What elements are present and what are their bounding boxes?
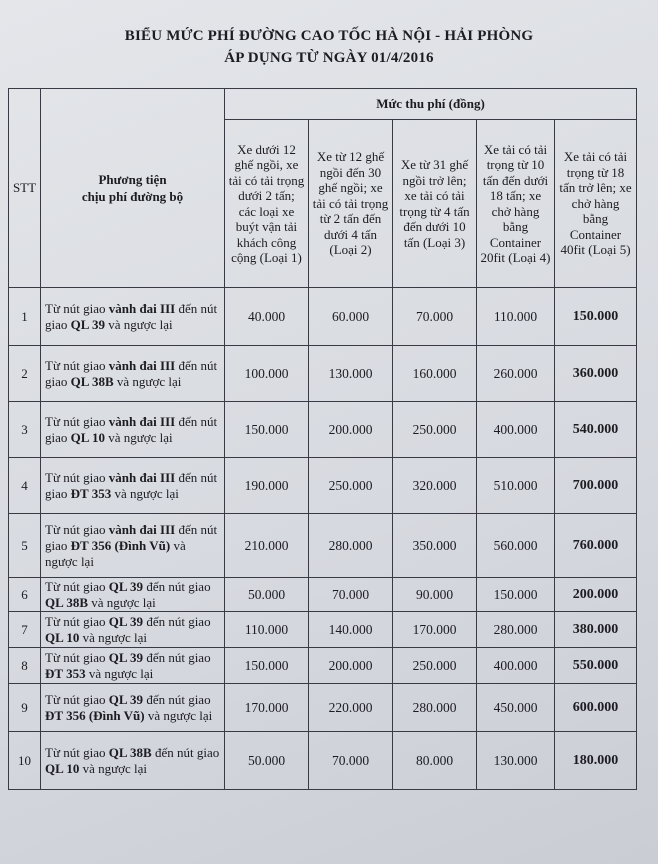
row-stt: 2 bbox=[9, 346, 41, 402]
fee-cell-type-1: 210.000 bbox=[225, 514, 309, 578]
fee-cell-type-4: 450.000 bbox=[477, 684, 555, 732]
fee-cell-type-5: 360.000 bbox=[555, 346, 637, 402]
fee-cell-type-1: 150.000 bbox=[225, 648, 309, 684]
route-text: Từ nút giao bbox=[45, 578, 109, 594]
route-junction: vành đai III bbox=[108, 469, 176, 485]
fee-cell-type-3: 70.000 bbox=[393, 288, 477, 346]
row-route bbox=[41, 578, 225, 612]
fee-cell-type-4: 110.000 bbox=[477, 288, 555, 346]
table-row bbox=[9, 402, 637, 458]
route-text: và ngược lại bbox=[88, 594, 156, 610]
fee-cell-type-4: 130.000 bbox=[477, 732, 555, 790]
header-category-4: Xe tải có tải trọng từ 10 tấn đến dưới 18 tấn; xe chở hàng bằng Container 20fit (Loại 4) bbox=[477, 120, 555, 288]
fee-cell-type-1: 50.000 bbox=[225, 578, 309, 612]
row-route bbox=[41, 402, 225, 458]
route-text: và ngược lại bbox=[85, 665, 154, 681]
fee-cell-type-3: 80.000 bbox=[393, 732, 477, 790]
header-vehicle-line2: chịu phí đường bộ bbox=[81, 189, 184, 204]
route-junction: ĐT 356 (Đình Vũ) bbox=[70, 537, 171, 553]
route-text: và ngược lại bbox=[111, 485, 179, 501]
row-stt: 5 bbox=[9, 514, 41, 578]
table-row bbox=[9, 648, 637, 684]
fee-cell-type-3: 350.000 bbox=[393, 514, 477, 578]
route-junction: QL 39 bbox=[70, 316, 105, 332]
fee-cell-type-3: 250.000 bbox=[393, 648, 477, 684]
route-junction: QL 39 bbox=[108, 691, 144, 707]
fee-cell-type-3: 250.000 bbox=[393, 402, 477, 458]
route-text: đến nút giao bbox=[143, 691, 211, 707]
toll-fee-table bbox=[8, 88, 637, 790]
fee-cell-type-4: 510.000 bbox=[477, 458, 555, 514]
header-category-5: Xe tải có tải trọng từ 18 tấn trở lên; xe chở hàng bằng Container 40fit (Loại 5) bbox=[555, 120, 637, 288]
row-stt: 4 bbox=[9, 458, 41, 514]
fee-cell-type-4: 260.000 bbox=[477, 346, 555, 402]
row-route bbox=[41, 732, 225, 790]
fee-cell-type-4: 280.000 bbox=[477, 612, 555, 648]
route-junction: QL 39 bbox=[108, 649, 144, 665]
route-text: đến nút giao bbox=[45, 357, 218, 389]
route-text: Từ nút giao bbox=[45, 521, 109, 537]
route-junction: QL 38B bbox=[45, 594, 88, 610]
header-vehicle-line1: Phương tiện bbox=[98, 172, 167, 187]
fee-cell-type-2: 60.000 bbox=[309, 288, 393, 346]
fee-cell-type-2: 140.000 bbox=[309, 612, 393, 648]
route-junction: QL 39 bbox=[108, 613, 144, 629]
fee-cell-type-2: 220.000 bbox=[309, 684, 393, 732]
route-text: và ngược lại bbox=[113, 373, 182, 389]
header-vehicle bbox=[41, 89, 225, 288]
fee-cell-type-1: 100.000 bbox=[225, 346, 309, 402]
route-junction: ĐT 356 (Đình Vũ) bbox=[45, 707, 145, 723]
route-text: Từ nút giao bbox=[45, 300, 109, 316]
fee-cell-type-5: 700.000 bbox=[555, 458, 637, 514]
route-text: đến nút giao bbox=[143, 613, 211, 629]
fee-cell-type-2: 70.000 bbox=[309, 732, 393, 790]
header-fee: Mức thu phí (đồng) bbox=[225, 89, 637, 120]
fee-cell-type-2: 200.000 bbox=[309, 648, 393, 684]
fee-cell-type-4: 400.000 bbox=[477, 402, 555, 458]
fee-cell-type-2: 200.000 bbox=[309, 402, 393, 458]
fee-cell-type-5: 200.000 bbox=[555, 578, 637, 612]
fee-cell-type-5: 550.000 bbox=[555, 648, 637, 684]
fee-cell-type-5: 150.000 bbox=[555, 288, 637, 346]
route-text: đến nút giao bbox=[151, 744, 220, 760]
fee-cell-type-1: 170.000 bbox=[225, 684, 309, 732]
fee-cell-type-1: 190.000 bbox=[225, 458, 309, 514]
fee-cell-type-3: 90.000 bbox=[393, 578, 477, 612]
route-junction: vành đai III bbox=[108, 413, 176, 429]
route-text: đến nút giao bbox=[45, 300, 218, 332]
fee-cell-type-3: 320.000 bbox=[393, 458, 477, 514]
fee-cell-type-5: 600.000 bbox=[555, 684, 637, 732]
fee-cell-type-1: 50.000 bbox=[225, 732, 309, 790]
document-title: BIỂU MỨC PHÍ ĐƯỜNG CAO TỐC HÀ NỘI - HẢI PHÒNG bbox=[124, 28, 534, 44]
fee-cell-type-2: 250.000 bbox=[309, 458, 393, 514]
route-text: Từ nút giao bbox=[45, 469, 109, 485]
row-stt: 3 bbox=[9, 402, 41, 458]
route-junction: vành đai III bbox=[108, 521, 176, 537]
fee-cell-type-1: 150.000 bbox=[225, 402, 309, 458]
row-stt: 10 bbox=[9, 732, 41, 790]
row-route bbox=[41, 684, 225, 732]
route-text: đến nút giao bbox=[45, 413, 218, 445]
table-row bbox=[9, 514, 637, 578]
route-text: và ngược lại bbox=[79, 760, 148, 776]
route-text: Từ nút giao bbox=[45, 357, 109, 373]
row-route bbox=[41, 288, 225, 346]
table-row bbox=[9, 346, 637, 402]
route-text: đến nút giao bbox=[143, 649, 211, 665]
table-row bbox=[9, 578, 637, 612]
route-text: Từ nút giao bbox=[45, 613, 109, 629]
route-text: và ngược lại bbox=[104, 316, 173, 332]
route-text: Từ nút giao bbox=[45, 413, 109, 429]
row-stt: 7 bbox=[9, 612, 41, 648]
fee-cell-type-5: 180.000 bbox=[555, 732, 637, 790]
route-junction: QL 38B bbox=[70, 373, 114, 389]
fee-cell-type-3: 160.000 bbox=[393, 346, 477, 402]
route-junction: QL 10 bbox=[45, 760, 80, 776]
route-text: đến nút giao bbox=[45, 469, 218, 501]
route-text: và ngược lại bbox=[45, 537, 186, 569]
route-text: và ngược lại bbox=[79, 629, 148, 645]
table-row bbox=[9, 288, 637, 346]
fee-cell-type-3: 280.000 bbox=[393, 684, 477, 732]
route-text: đến nút giao bbox=[143, 578, 211, 594]
row-stt: 9 bbox=[9, 684, 41, 732]
route-junction: QL 39 bbox=[108, 578, 144, 594]
table-row bbox=[9, 732, 637, 790]
header-category-1: Xe dưới 12 ghế ngồi, xe tải có tải trọng dưới 2 tấn; các loại xe buýt vận tải khách công cộng (Loại 1) bbox=[225, 120, 309, 288]
header-category-3: Xe từ 31 ghế ngồi trở lên; xe tải có tải trọng từ 4 tấn đến dưới 10 tấn (Loại 3) bbox=[393, 120, 477, 288]
fee-cell-type-4: 400.000 bbox=[477, 648, 555, 684]
fee-cell-type-2: 70.000 bbox=[309, 578, 393, 612]
table-row bbox=[9, 684, 637, 732]
fee-cell-type-5: 760.000 bbox=[555, 514, 637, 578]
row-stt: 8 bbox=[9, 648, 41, 684]
table-row bbox=[9, 458, 637, 514]
fee-cell-type-2: 280.000 bbox=[309, 514, 393, 578]
row-route bbox=[41, 612, 225, 648]
header-stt: STT bbox=[9, 89, 41, 288]
table-body bbox=[9, 288, 637, 790]
fee-cell-type-4: 560.000 bbox=[477, 514, 555, 578]
row-route bbox=[41, 648, 225, 684]
route-text: Từ nút giao bbox=[45, 744, 109, 760]
fee-cell-type-4: 150.000 bbox=[477, 578, 555, 612]
fee-cell-type-1: 40.000 bbox=[225, 288, 309, 346]
route-text: Từ nút giao bbox=[45, 649, 109, 665]
table-row bbox=[9, 612, 637, 648]
document-subtitle: ÁP DỤNG TỪ NGÀY 01/4/2016 bbox=[224, 50, 434, 66]
fee-cell-type-5: 380.000 bbox=[555, 612, 637, 648]
header-category-2: Xe từ 12 ghế ngồi đến 30 ghế ngồi; xe tải có tải trọng từ 2 tấn đến dưới 4 tấn (Loại 2) bbox=[309, 120, 393, 288]
fee-cell-type-2: 130.000 bbox=[309, 346, 393, 402]
route-junction: vành đai III bbox=[108, 357, 176, 373]
route-text: và ngược lại bbox=[104, 429, 173, 445]
fee-cell-type-1: 110.000 bbox=[225, 612, 309, 648]
row-stt: 6 bbox=[9, 578, 41, 612]
route-text: Từ nút giao bbox=[45, 691, 109, 707]
route-text: và ngược lại bbox=[144, 707, 213, 723]
row-route bbox=[41, 458, 225, 514]
route-text: đến nút giao bbox=[45, 521, 218, 553]
row-route bbox=[41, 514, 225, 578]
fee-cell-type-3: 170.000 bbox=[393, 612, 477, 648]
row-route bbox=[41, 346, 225, 402]
route-junction: ĐT 353 bbox=[70, 485, 112, 501]
route-junction: vành đai III bbox=[108, 300, 176, 316]
route-junction: QL 10 bbox=[45, 629, 80, 645]
route-junction: QL 38B bbox=[108, 744, 152, 760]
route-junction: QL 10 bbox=[70, 429, 105, 445]
fee-cell-type-5: 540.000 bbox=[555, 402, 637, 458]
route-junction: ĐT 353 bbox=[45, 665, 86, 681]
row-stt: 1 bbox=[9, 288, 41, 346]
